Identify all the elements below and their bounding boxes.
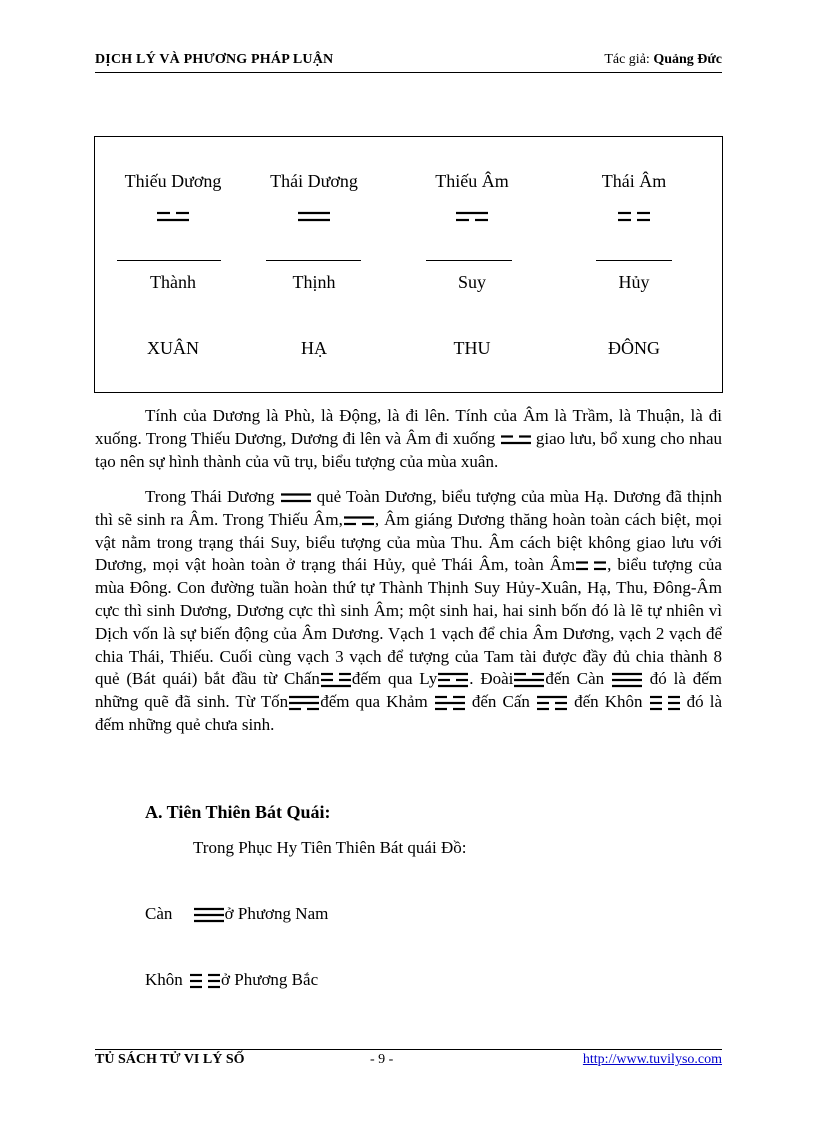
paragraph-2: Trong Thái Dương quẻ Toàn Dương, biểu tượng của mùa Hạ. Dương đã thịnh thì sẽ sinh ra Âm. Trong Thiếu Âm, , Âm giáng Dương thăng hoàn toàn cách biệt, mọi vật nằm trong trạng thái Suy, biểu tượng của mùa Thu. Âm cách biệt không giao lưu với Dương, mọi vật hoàn toàn ở trạng thái Hủy, quẻ Thái Âm, toàn Âm , biểu tượng của mùa Đông. Con đường tuần hoàn thứ tự Thành Thịnh Suy Hủy-Xuân, Hạ, Thu, Đông-Âm cực thì sinh Dương, Dương cực thì sinh Âm; một sinh hai, hai sinh bốn đó là lẽ tự nhiên vì Dịch vốn là sự biến động của Âm Dương. Vạch 1 vạch để chia Âm Dương, vạch 2 vạch để chia Thái, Thiếu. Cuối cùng vạch 3 vạch để tượng của Tam tài được đầy đủ chia thành 8 quẻ (Bát quái) bắt đầu từ Chấn đếm qua Ly . Đoài đến Càn đó là đếm những quẽ đã sinh. Từ Tốn đếm qua Khảm đến Cấn đến Khôn đó là đếm những quẻ chưa sinh. <box>95 487 723 734</box>
column-state: Suy <box>457 272 486 292</box>
chan-trigram-icon <box>320 672 352 688</box>
section-heading: A. Tiên Thiên Bát Quái: <box>145 802 331 822</box>
khon-trigram-icon <box>189 973 221 989</box>
column-name: Thái Dương <box>270 171 358 191</box>
section-intro: Trong Phục Hy Tiên Thiên Bát quái Đồ: <box>193 838 467 857</box>
column-thieu-am <box>418 137 526 392</box>
trigram-direction: ở Phương Bắc <box>221 970 319 989</box>
column-thai-am <box>583 137 685 392</box>
author: Tác giả: Quảng Đức <box>604 52 722 67</box>
can-trigram-icon <box>611 672 643 688</box>
can-mountain-trigram-icon <box>536 695 568 711</box>
paragraph-1: Tính của Dương là Phù, là Động, là đi lên. Tính của Âm là Trầm, là Thuận, là đi xuống. Trong Thiếu Dương, Dương đi lên và Âm đi xuống giao lưu, bổ xung cho nhau tạo nên sự hình thành của vũ trụ, biểu tượng của mùa xuân. <box>95 406 723 471</box>
footer-link[interactable]: http://www.tuvilyso.com <box>582 1052 722 1067</box>
thai-duong-bigram-icon <box>297 209 331 225</box>
column-state: Hủy <box>618 272 650 292</box>
kham-trigram-icon <box>434 695 466 711</box>
trigram-item-khon <box>145 970 318 990</box>
column-season: THU <box>453 338 491 358</box>
column-thai-duong <box>259 137 369 392</box>
four-images-table <box>94 136 723 393</box>
column-season: ĐÔNG <box>608 338 660 358</box>
column-season: XUÂN <box>147 338 199 358</box>
page-number: - 9 - <box>370 1052 394 1067</box>
can-trigram-icon <box>193 907 225 923</box>
column-state: Thành <box>150 272 196 292</box>
column-thieu-duong <box>115 137 231 392</box>
trigram-item-can <box>145 904 328 924</box>
thieu-am-bigram-icon <box>343 515 375 527</box>
column-name: Thiếu Âm <box>435 171 509 191</box>
thai-am-bigram-icon <box>575 560 607 572</box>
doai-trigram-icon <box>513 672 545 688</box>
thieu-am-bigram-icon <box>455 209 489 225</box>
ly-trigram-icon <box>437 672 469 688</box>
column-season: HẠ <box>301 338 327 358</box>
column-name: Thái Âm <box>601 171 667 191</box>
divider <box>426 260 512 261</box>
divider <box>117 260 221 261</box>
trigram-label: Khôn <box>145 970 183 989</box>
footer-series: TỦ SÁCH TỬ VI LÝ SỐ <box>95 1052 245 1067</box>
thai-duong-bigram-icon <box>280 492 312 504</box>
document-title: DỊCH LÝ VÀ PHƯƠNG PHÁP LUẬN <box>95 52 334 67</box>
column-state: Thịnh <box>292 272 336 292</box>
trigram-direction: ở Phương Nam <box>224 904 329 923</box>
column-name: Thiếu Dương <box>124 171 222 191</box>
trigram-label: Càn <box>145 904 173 923</box>
divider <box>266 260 361 261</box>
divider <box>596 260 672 261</box>
thai-am-bigram-icon <box>617 209 651 225</box>
page-header <box>95 50 722 73</box>
khon-trigram-icon <box>649 695 681 711</box>
thieu-duong-bigram-icon <box>156 209 190 225</box>
ton-trigram-icon <box>288 695 320 711</box>
page-footer <box>95 1049 722 1070</box>
thieu-duong-bigram-icon <box>500 434 532 446</box>
